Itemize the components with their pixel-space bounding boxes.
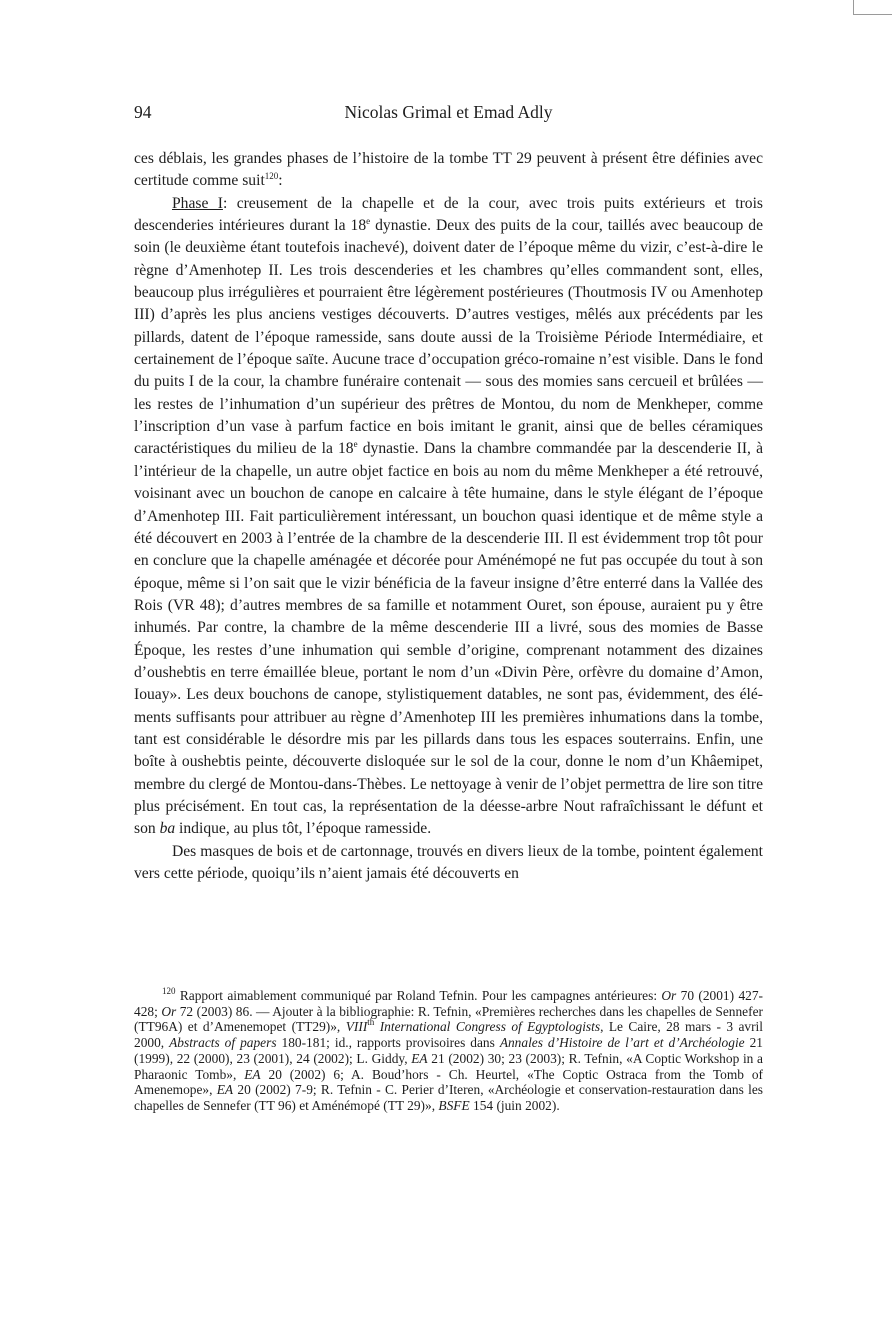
paragraph-phase-i: [134, 193, 763, 841]
journal-title: Annales d’Histoire de l’art et d’Archéologie: [499, 1035, 745, 1051]
text-run: , Le Caire, 28 mars - 3 avril 2000,: [134, 1019, 763, 1051]
ordinal-superscript: th: [367, 1017, 375, 1028]
page-header: [134, 100, 763, 124]
text-run: dynastie. Dans la chambre commandée par la descenderie II, à l’intérieur de la chapelle, un autre objet factice en bois au nom du même Menkheper a été retrouvé, voisinant avec un bouchon de canope en calcaire à tête humaine, dans le style élégant de l’époque d’Amenhotep III. Fait particulièrement intéressant, un bouchon quasi identique et de même style a été découvert en 2003 à l’entrée de la chambre de la descenderie III. Il est évidemment trop tôt pour en conclure que la chapelle aménagée et décorée pour Aménémopé ne fut pas occupée du tout à son époque, même si l’on sait que le vizir bénéficia de la faveur insigne d’être enterré dans la Vallée des Rois (VR 48); d’autres membres de sa famille et notamment Ouret, son épouse, auraient pu y être inhumés. Par contre, la chambre de la même descenderie III a livré, sous des momies de Basse Époque, les restes d’une inhumation qui semble d’origine, comprenant notamment des dizaines d’oushebtis en terre émaillée bleue, portant le nom d’un «Divin Père, orfèvre du domaine d’Amon, Iouay». Les deux bouchons de canope, stylistiquement datables, ne sont pas, évidemment, des éléments suffisants pour attribuer au règne d’Amenhotep III les premières inhumations dans la tombe, tant est considérable le désordre mis par les pillards dans tous les espaces souterrains. Enfin, une boîte à oushebtis peinte, découverte disloquée sur le sol de la cour, donne le nom d’un Khâemipet, membre du clergé de Montou-dans-Thèbes. Le nettoyage à venir de l’objet permettra de lire son titre plus précisément. En tout cas, la représentation de la déesse-arbre Nout rafraîchissant le défunt et son: [134, 440, 763, 838]
page-number: 94: [134, 102, 152, 122]
publication-title: VIII: [345, 1019, 368, 1035]
journal-abbr: Or: [161, 1003, 177, 1019]
paragraph-intro: [134, 148, 763, 193]
ordinal-superscript: e: [353, 439, 358, 450]
publication-title: Abstracts of papers: [169, 1035, 277, 1051]
text-run: : creusement de la chapelle et de la cour, avec trois puits extérieurs et trois descenderies intérieures durant la 18: [134, 194, 763, 235]
text-run: Des masques de bois et de cartonnage, trouvés en divers lieux de la tombe, pointent également vers cette période, quoiqu’ils n’aient jamais été découverts en: [134, 842, 763, 882]
journal-abbr: EA: [216, 1082, 234, 1098]
paragraph-masks: [134, 841, 763, 886]
journal-abbr: EA: [411, 1050, 428, 1066]
footnote-number: 120: [162, 986, 176, 996]
publication-title: International Congress of Egyptologists: [374, 1019, 601, 1035]
text-run: indique, au plus tôt, l’époque ramesside.: [175, 820, 432, 838]
text-run: 21 (1999), 22 (2000), 23 (2001), 24 (2002); L. Giddy,: [134, 1035, 763, 1066]
text-run: Rapport aimablement communiqué par Roland Tefnin. Pour les campagnes antérieures:: [175, 988, 662, 1003]
text-run: 180-181; id., rapports provisoires dans: [276, 1035, 500, 1051]
text-run: 70 (2001) 427-428;: [134, 988, 763, 1019]
journal-abbr: BSFE: [438, 1097, 470, 1113]
italic-term: ba: [159, 820, 176, 838]
journal-abbr: EA: [244, 1066, 261, 1082]
text-run: dynastie. Deux des puits de la cour, taillés avec beaucoup de soin (le deuxième étant toutefois inachevé), doivent dater de l’époque même du vizir, c’est-à-dire le règne d’Amenhotep II. Les trois descenderies et les chambres qu’elles commandent sont, elles, beaucoup plus irrégulières et pourraient être légèrement postérieures (Thoutmosis IV ou Amenhotep III) d’après les plus anciens vestiges découverts. D’autres vestiges, mêlés aux précédents par les pillards, datent de l’époque ramesside, sans doute aussi de la Troisième Période Intermédiaire, et certainement de l’époque saïte. Aucune trace d’occupation gréco-romaine n’est visible. Dans le fond du puits I de la cour, la chambre funéraire contenait — sous des momies sans cercueil et brûlées — les restes de l’inhumation d’un supérieur des prêtres de Montou, du nom de Menkheper, comme l’inscription d’un vase à parfum factice en bois imitant le granit, ainsi que de belles céramiques caractéristiques du milieu de la 18: [134, 217, 764, 458]
text-run: :: [278, 172, 283, 190]
footnote-120: [134, 988, 763, 1114]
journal-abbr: Or: [661, 988, 677, 1003]
ordinal-superscript: e: [366, 216, 371, 227]
text-run: ces déblais, les grandes phases de l’histoire de la tombe TT 29 peuvent à présent être définies avec certitude comme suit: [134, 150, 763, 190]
running-head: Nicolas Grimal et Emad Adly: [344, 102, 553, 122]
text-run: 20 (2002) 7-9; R. Tefnin - C. Perier d’Iteren, «Archéologie et conservation-restauration dans les chapelles de Sennefer (TT 96) et Aménémopé (TT 29)»,: [134, 1082, 763, 1113]
text-run: 21 (2002) 30; 23 (2003); R. Tefnin, «A Coptic Workshop in a Pharaonic Tomb»,: [134, 1050, 763, 1082]
footnotes: [134, 988, 763, 1114]
scan-corner-mark: [853, 0, 892, 15]
text-run: 20 (2002) 6; A. Boud’hors - Ch. Heurtel, «The Coptic Ostraca from the Tomb of Amenemope»,: [134, 1066, 764, 1098]
phase-label: Phase I: [172, 194, 223, 212]
text-run: 154 (juin 2002).: [469, 1097, 560, 1113]
footnote-reference: 120: [264, 171, 279, 182]
text-run: 72 (2003) 86. — Ajouter à la bibliographie: R. Tefnin, «Premières recherches dans les chapelles de Sennefer (TT96A) et d’Amenemopet (TT29)»,: [134, 1003, 763, 1035]
main-text: [134, 148, 763, 885]
